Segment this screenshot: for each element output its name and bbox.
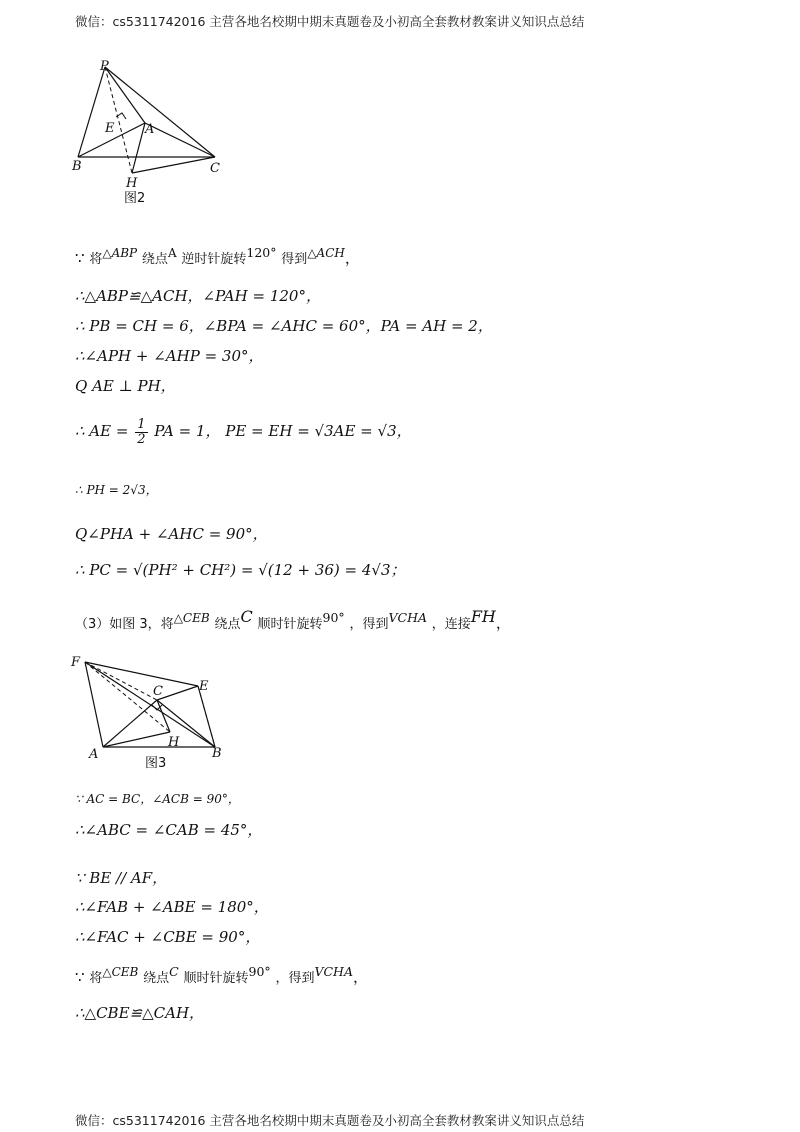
- line-14: ∴∠FAB + ∠ABE = 180°，: [75, 898, 269, 916]
- line-4: ∴∠APH + ∠AHP = 30°，: [75, 347, 264, 365]
- line-12: ∴∠ABC = ∠CAB = 45°，: [75, 821, 263, 839]
- fig2-label-c: C: [210, 161, 220, 176]
- line-2: ∴△ABP≌△ACH，∠PAH = 120°，: [75, 287, 321, 305]
- fig3-label-a: A: [89, 747, 99, 762]
- fig3-label-c: C: [153, 684, 163, 699]
- line-7: ∴ PH = 2√3，: [75, 483, 158, 497]
- line-15: ∴∠FAC + ∠CBE = 90°，: [75, 928, 261, 946]
- line-10: （3）如图 3，将$^{\triangle CEB}$ 绕点$^C$ 顺时针旋转$^{90^\circ}$ ，得到$^{VCHA}$ ，连接$^{FH}$，: [75, 607, 511, 632]
- line-8: Q∠PHA + ∠AHC = 90°，: [75, 525, 268, 543]
- line-3: ∴ PB = CH = 6，∠BPA = ∠AHC = 60°，PA = AH = 2，: [75, 317, 493, 335]
- fig3-label-e: E: [199, 679, 209, 694]
- fig2-caption: 图2: [124, 191, 146, 206]
- line-16: ∵ 将$^{\triangle CEB}$ 绕点$^C$ 顺时针旋转$^{90^\circ}$ ，得到$^{VCHA}$，: [75, 964, 369, 986]
- fig2-label-p: P: [100, 59, 109, 74]
- fraction-one-half: $\frac{1}{2}$: [137, 416, 146, 447]
- line-5: Q AE ⊥ PH，: [75, 377, 176, 395]
- fig2-label-e: E: [105, 121, 115, 136]
- page-footer: 微信：cs5311742016 主营各地名校期中期末真题卷及小初高全套教材教案讲义知识点总结: [75, 1113, 585, 1128]
- page-header: 微信：cs5311742016 主营各地名校期中期末真题卷及小初高全套教材教案讲义知识点总结: [75, 14, 585, 29]
- fig3-label-b: B: [212, 746, 222, 761]
- line-11: ∵ AC = BC，∠ACB = 90°，: [75, 792, 240, 806]
- figure-3: [65, 650, 235, 775]
- fig3-label-f: F: [71, 655, 81, 670]
- fig2-label-h: H: [126, 176, 138, 191]
- fig3-label-h: H: [168, 735, 180, 750]
- line-9: ∴ PC = √(PH² + CH²) = √(12 + 36) = 4√3；: [75, 561, 406, 579]
- line-17: ∴△CBE≌△CAH，: [75, 1004, 205, 1022]
- line-6: ∴ AE = $\frac{1}{2}$ PA = 1， PE = EH = √3AE = √3，: [75, 416, 412, 447]
- fig2-label-b: B: [72, 159, 82, 174]
- fig2-label-a: A: [145, 122, 155, 137]
- line-1: ∵ 将$^{\triangle ABP}$ 绕点$^A$ 逆时针旋转$^{120^\circ}$ 得到$^{\triangle ACH}$，: [75, 245, 360, 267]
- line-13: ∵ BE // AF，: [75, 869, 168, 887]
- figure-2: [60, 55, 250, 215]
- fig3-caption: 图3: [145, 756, 167, 771]
